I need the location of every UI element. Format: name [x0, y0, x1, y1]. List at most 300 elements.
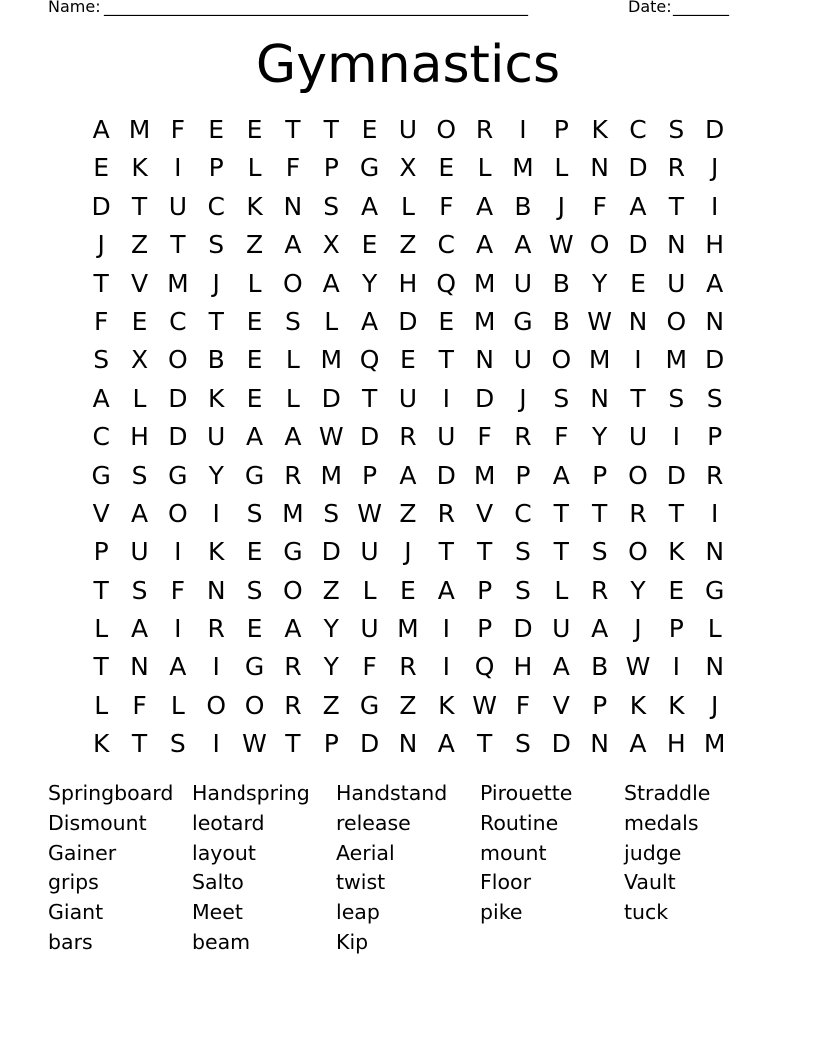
grid-letter: M: [703, 729, 726, 759]
grid-letter: A: [245, 422, 264, 452]
grid-letter: T: [131, 191, 148, 221]
grid-letter: K: [92, 729, 110, 759]
word-list-item: Routine: [480, 810, 559, 835]
grid-letter: I: [672, 422, 681, 452]
grid-letter: G: [91, 460, 111, 490]
grid-letter: A: [437, 729, 455, 759]
grid-letter: Z: [130, 230, 149, 260]
grid-letter: I: [519, 115, 527, 144]
grid-letter: P: [477, 575, 493, 605]
grid-letter: S: [515, 537, 531, 567]
grid-letter: Z: [245, 230, 264, 260]
grid-letter: H: [130, 422, 149, 452]
grid-letter: G: [359, 153, 380, 183]
grid-letter: C: [92, 422, 110, 452]
grid-letter: P: [668, 614, 684, 644]
grid-letter: A: [361, 306, 379, 336]
grid-letter: Z: [399, 498, 417, 528]
word-list-item: pike: [480, 900, 523, 925]
grid-letter: Q: [474, 652, 495, 682]
grid-letter: O: [628, 460, 648, 490]
grid-letter: R: [629, 498, 647, 528]
grid-letter: N: [705, 306, 725, 336]
word-list-item: Vault: [624, 870, 676, 895]
grid-letter: M: [665, 345, 688, 375]
grid-letter: R: [284, 652, 302, 682]
grid-letter: R: [207, 614, 225, 644]
grid-letter: O: [244, 690, 265, 720]
grid-letter: T: [553, 537, 569, 567]
grid-letter: N: [398, 729, 418, 759]
grid-letter: D: [628, 153, 648, 183]
grid-letter: T: [93, 652, 109, 682]
grid-letter: I: [174, 614, 182, 644]
grid-letter: T: [361, 383, 378, 413]
grid-letter: I: [212, 498, 220, 528]
grid-letter: A: [437, 575, 455, 605]
grid-letter: E: [93, 153, 110, 183]
grid-letter: N: [283, 191, 303, 221]
word-list-item: Handstand: [336, 781, 448, 805]
grid-letter: H: [398, 268, 418, 298]
grid-letter: G: [513, 306, 533, 336]
grid-letter: C: [629, 115, 647, 144]
grid-letter: D: [91, 191, 111, 221]
grid-letter: D: [705, 115, 725, 144]
grid-letter: E: [246, 115, 263, 144]
grid-letter: I: [442, 383, 450, 413]
grid-letter: A: [130, 498, 149, 528]
grid-letter: S: [706, 383, 723, 413]
grid-letter: O: [283, 575, 303, 605]
grid-letter: S: [668, 383, 685, 413]
grid-letter: L: [362, 575, 377, 605]
grid-letter: A: [706, 268, 724, 298]
word-list-item: Pirouette: [480, 781, 573, 805]
grid-letter: T: [170, 230, 186, 260]
grid-letter: N: [475, 345, 494, 375]
grid-letter: A: [361, 191, 379, 221]
grid-letter: D: [321, 383, 341, 413]
grid-letter: K: [629, 690, 647, 720]
grid-row: [82, 725, 734, 763]
grid-letter: T: [208, 306, 224, 336]
grid-letter: R: [284, 460, 302, 490]
grid-letter: S: [515, 575, 531, 605]
grid-letter: I: [710, 498, 719, 528]
grid-letter: E: [630, 268, 646, 298]
grid-letter: D: [551, 729, 571, 759]
grid-letter: T: [668, 191, 684, 221]
grid-letter: E: [131, 306, 148, 336]
word-list-item: leap: [336, 900, 380, 925]
grid-letter: P: [323, 153, 339, 183]
grid-letter: W: [625, 652, 651, 682]
grid-letter: D: [628, 230, 648, 260]
grid-letter: D: [666, 460, 686, 490]
grid-letter: F: [170, 575, 186, 605]
grid-letter: X: [322, 230, 340, 260]
grid-letter: J: [710, 690, 719, 720]
grid-letter: L: [477, 153, 492, 183]
grid-letter: K: [668, 690, 685, 720]
grid-letter: F: [362, 652, 377, 682]
grid-letter: L: [132, 383, 147, 413]
grid-letter: J: [634, 614, 642, 644]
word-list-item: Straddle: [624, 781, 711, 805]
word-list-item: Floor: [480, 870, 531, 895]
grid-letter: R: [705, 460, 724, 490]
grid-row: [82, 457, 734, 495]
word-list-item: tuck: [624, 900, 669, 925]
grid-letter: N: [705, 652, 725, 682]
grid-letter: A: [552, 652, 570, 682]
grid-letter: S: [553, 383, 570, 413]
grid-letter: I: [672, 652, 681, 682]
grid-letter: I: [212, 652, 220, 682]
grid-letter: R: [399, 652, 417, 682]
grid-letter: A: [629, 729, 647, 759]
grid-letter: R: [514, 422, 532, 452]
grid-letter: T: [93, 575, 109, 605]
word-list-item: bars: [48, 929, 93, 954]
grid-letter: Y: [208, 460, 224, 490]
grid-letter: R: [399, 422, 417, 452]
grid-letter: O: [589, 230, 610, 260]
grid-letter: N: [628, 306, 648, 336]
grid-letter: R: [284, 690, 302, 720]
grid-letter: B: [207, 345, 225, 375]
grid-letter: J: [404, 537, 412, 567]
grid-letter: T: [592, 498, 608, 528]
grid-letter: J: [97, 230, 105, 260]
grid-letter: J: [212, 268, 220, 298]
word-list-item: Giant: [48, 900, 104, 925]
grid-letter: R: [475, 115, 494, 144]
grid-row: [82, 687, 734, 725]
grid-letter: E: [246, 383, 263, 413]
grid-letter: N: [206, 575, 226, 605]
grid-letter: T: [93, 268, 109, 298]
grid-letter: N: [590, 729, 609, 759]
grid-letter: W: [472, 690, 497, 720]
grid-letter: A: [552, 460, 570, 490]
date-blank-line: _______: [673, 0, 729, 16]
grid-letter: U: [513, 345, 533, 375]
grid-letter: U: [168, 191, 188, 221]
word-list-item: layout: [192, 840, 256, 865]
grid-row: [82, 303, 734, 341]
grid-letter: W: [548, 230, 574, 260]
grid-letter: I: [174, 537, 182, 567]
word-list-item: grips: [48, 870, 99, 895]
grid-letter: F: [93, 306, 109, 336]
grid-letter: G: [244, 652, 265, 682]
grid-letter: Z: [322, 690, 340, 720]
word-list-item: Dismount: [48, 810, 147, 835]
grid-letter: E: [438, 153, 455, 183]
word-list-item: Aerial: [336, 840, 395, 865]
date-label: Date:: [628, 0, 672, 16]
grid-letter: T: [131, 729, 148, 759]
grid-letter: E: [438, 306, 455, 336]
grid-letter: Q: [436, 268, 457, 298]
grid-letter: M: [473, 460, 496, 490]
word-list-item: mount: [480, 840, 547, 865]
grid-letter: Y: [592, 422, 608, 452]
grid-letter: E: [246, 306, 263, 336]
grid-letter: F: [170, 115, 186, 144]
grid-letter: M: [473, 268, 496, 298]
grid-letter: E: [361, 115, 378, 144]
word-list-item: Meet: [192, 900, 243, 925]
grid-letter: B: [591, 652, 609, 682]
grid-letter: N: [705, 537, 725, 567]
grid-letter: P: [323, 729, 339, 759]
grid-letter: L: [247, 153, 262, 183]
grid-letter: D: [513, 614, 533, 644]
grid-letter: I: [174, 153, 182, 183]
word-list-item: judge: [624, 840, 682, 865]
grid-letter: M: [167, 268, 189, 298]
grid-letter: L: [94, 614, 109, 644]
word-list-item: Gainer: [48, 840, 117, 865]
grid-letter: P: [93, 537, 109, 567]
grid-letter: M: [588, 345, 611, 375]
grid-letter: L: [170, 690, 185, 720]
grid-letter: P: [592, 690, 608, 720]
grid-letter: L: [400, 191, 415, 221]
grid-letter: F: [477, 422, 492, 452]
grid-letter: G: [283, 537, 303, 567]
grid-letter: F: [439, 191, 454, 221]
grid-letter: K: [246, 191, 263, 221]
grid-letter: W: [242, 729, 267, 759]
name-blank-line: _____________________________________________________: [104, 0, 528, 16]
grid-letter: R: [590, 575, 609, 605]
grid-letter: A: [514, 230, 532, 260]
grid-letter: T: [553, 498, 569, 528]
grid-letter: O: [551, 345, 572, 375]
grid-letter: C: [207, 191, 225, 221]
grid-letter: A: [476, 191, 494, 221]
grid-letter: T: [630, 383, 646, 413]
grid-letter: O: [168, 498, 188, 528]
grid-letter: N: [590, 153, 609, 183]
grid-letter: T: [285, 729, 301, 759]
grid-letter: M: [397, 614, 419, 644]
grid-letter: H: [705, 230, 725, 260]
grid-letter: P: [208, 153, 224, 183]
grid-row: [82, 341, 734, 379]
grid-letter: T: [476, 729, 493, 759]
grid-letter: S: [208, 230, 225, 260]
grid-letter: I: [212, 729, 220, 759]
grid-letter: S: [284, 306, 301, 336]
grid-letter: L: [285, 383, 300, 413]
grid-letter: S: [246, 498, 263, 528]
grid-letter: L: [707, 614, 722, 644]
grid-row: [82, 572, 734, 610]
grid-row: [82, 226, 734, 264]
grid-letter: C: [169, 306, 187, 336]
grid-letter: S: [591, 537, 608, 567]
grid-letter: B: [552, 268, 570, 298]
grid-letter: G: [244, 460, 265, 490]
grid-letter: U: [360, 537, 379, 567]
grid-row: [82, 533, 734, 571]
grid-letter: U: [552, 614, 571, 644]
name-label: Name:: [48, 0, 101, 16]
grid-letter: S: [323, 191, 340, 221]
word-list-item: leotard: [192, 810, 265, 835]
grid-letter: Y: [361, 268, 378, 298]
grid-letter: I: [634, 345, 642, 375]
grid-letter: Z: [399, 690, 417, 720]
grid-letter: O: [666, 306, 687, 336]
grid-letter: J: [519, 383, 527, 413]
letter-grid: [82, 111, 734, 764]
grid-letter: G: [359, 690, 380, 720]
grid-letter: M: [282, 498, 304, 528]
grid-letter: P: [515, 460, 531, 490]
grid-letter: H: [666, 729, 686, 759]
grid-letter: S: [93, 345, 110, 375]
grid-letter: K: [438, 690, 455, 720]
grid-letter: D: [168, 422, 188, 452]
grid-letter: W: [318, 422, 344, 452]
grid-letter: W: [587, 306, 612, 336]
grid-letter: S: [246, 575, 263, 605]
grid-letter: P: [477, 614, 493, 644]
grid-letter: X: [399, 153, 417, 183]
grid-letter: O: [206, 690, 227, 720]
grid-letter: S: [323, 498, 340, 528]
grid-letter: A: [92, 115, 110, 144]
word-list-item: medals: [624, 810, 699, 835]
grid-row: [82, 418, 734, 456]
grid-letter: S: [131, 460, 148, 490]
grid-row: [82, 188, 734, 226]
grid-letter: Z: [399, 230, 417, 260]
grid-letter: U: [628, 422, 648, 452]
grid-row: [82, 610, 734, 648]
grid-letter: U: [513, 268, 533, 298]
grid-letter: H: [513, 652, 533, 682]
grid-letter: W: [357, 498, 382, 528]
grid-letter: L: [247, 268, 262, 298]
grid-letter: D: [436, 460, 456, 490]
grid-letter: E: [246, 614, 263, 644]
grid-letter: F: [132, 690, 147, 720]
word-list-item: Salto: [192, 870, 244, 895]
grid-letter: D: [359, 729, 380, 759]
word-list-item: beam: [192, 929, 251, 954]
grid-letter: O: [628, 537, 648, 567]
grid-letter: E: [246, 537, 263, 567]
grid-letter: N: [130, 652, 149, 682]
grid-letter: Y: [592, 268, 608, 298]
grid-letter: L: [285, 345, 300, 375]
grid-letter: M: [512, 153, 534, 183]
grid-letter: D: [398, 306, 418, 336]
grid-letter: E: [208, 115, 225, 144]
grid-letter: T: [323, 115, 339, 144]
grid-letter: N: [590, 383, 609, 413]
grid-letter: N: [666, 230, 686, 260]
word-list-item: Kip: [336, 929, 369, 954]
grid-letter: U: [130, 537, 149, 567]
grid-letter: Y: [323, 614, 339, 644]
grid-letter: A: [629, 191, 647, 221]
grid-letter: B: [514, 191, 532, 221]
page-title: Gymnastics: [255, 35, 561, 95]
grid-letter: S: [668, 115, 685, 144]
grid-letter: T: [438, 537, 454, 567]
grid-letter: Y: [323, 652, 339, 682]
grid-row: [82, 265, 734, 303]
grid-letter: J: [557, 191, 565, 221]
grid-letter: I: [442, 614, 450, 644]
grid-letter: U: [360, 614, 379, 644]
grid-letter: F: [285, 153, 301, 183]
grid-letter: D: [321, 537, 341, 567]
grid-letter: K: [668, 537, 685, 567]
grid-letter: V: [552, 690, 570, 720]
grid-letter: O: [436, 115, 457, 144]
grid-letter: V: [92, 498, 110, 528]
grid-letter: D: [474, 383, 495, 413]
grid-letter: A: [92, 383, 110, 413]
grid-letter: K: [208, 537, 225, 567]
grid-letter: A: [476, 230, 494, 260]
grid-letter: U: [398, 383, 418, 413]
grid-letter: Q: [359, 345, 380, 375]
grid-letter: K: [131, 153, 148, 183]
grid-letter: G: [704, 575, 725, 605]
grid-letter: U: [398, 115, 418, 144]
grid-letter: D: [168, 383, 188, 413]
grid-row: [82, 495, 734, 533]
grid-letter: L: [554, 575, 569, 605]
grid-letter: L: [324, 306, 339, 336]
word-list-item: release: [336, 810, 411, 835]
word-list-item: twist: [336, 870, 386, 895]
grid-letter: I: [442, 652, 450, 682]
grid-letter: Y: [630, 575, 646, 605]
grid-letter: E: [668, 575, 685, 605]
grid-letter: E: [400, 345, 416, 375]
grid-row: [82, 149, 734, 187]
grid-letter: F: [554, 422, 569, 452]
word-list-item: Handspring: [192, 781, 310, 805]
grid-letter: A: [284, 614, 302, 644]
grid-letter: L: [94, 690, 109, 720]
grid-letter: C: [514, 498, 532, 528]
grid-letter: Z: [322, 575, 340, 605]
grid-letter: L: [554, 153, 569, 183]
grid-letter: I: [710, 191, 719, 221]
grid-letter: F: [592, 191, 607, 221]
word-list: [48, 779, 768, 958]
grid-letter: G: [168, 460, 188, 490]
grid-letter: F: [515, 690, 531, 720]
grid-letter: U: [207, 422, 226, 452]
grid-letter: R: [667, 153, 686, 183]
grid-letter: V: [476, 498, 494, 528]
grid-letter: D: [705, 345, 725, 375]
grid-row: [82, 111, 734, 149]
